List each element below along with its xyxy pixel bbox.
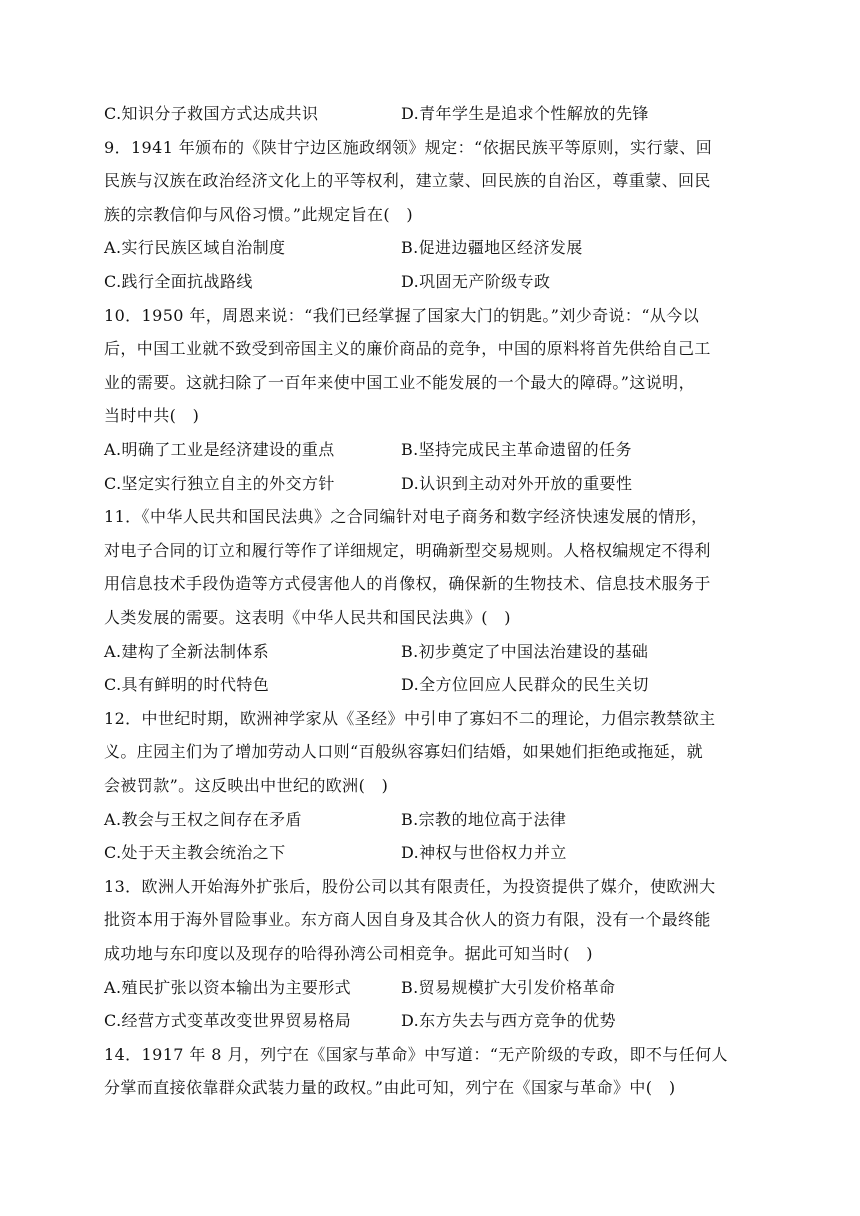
question-text-line: 人类发展的需要。这表明《中华人民共和国民法典》( ): [104, 608, 511, 627]
question-text-line: 12．中世纪时期，欧洲神学家从《圣经》中引申了寡妇不二的理论，力倡宗教禁欲主: [104, 709, 716, 728]
question-text-line: 用信息技术手段伪造等方式侵害他人的肖像权，确保新的生物技术、信息技术服务于: [104, 574, 711, 593]
question-text-line: 11．《中华人民共和国民法典》之合同编针对电子商务和数字经济快速发展的情形，: [104, 507, 708, 526]
option-left: C.知识分子救国方式达成共识: [104, 104, 319, 123]
question-text-line: 民族与汉族在政治经济文化上的平等权利，建立蒙、回民族的自治区，尊重蒙、回民: [104, 171, 711, 190]
option-left: A.教会与王权之间存在矛盾: [104, 810, 302, 829]
option-left: A.实行民族区域自治制度: [104, 238, 286, 257]
option-right: D.认识到主动对外开放的重要性: [401, 474, 633, 493]
option-right: D.神权与世俗权力并立: [401, 843, 567, 862]
option-right: B.宗教的地位高于法律: [401, 810, 567, 829]
option-right: D.东方失去与西方竞争的优势: [401, 1011, 616, 1030]
option-right: B.初步奠定了中国法治建设的基础: [401, 642, 649, 661]
question-text-line: 成功地与东印度以及现存的哈得孙湾公司相竞争。据此可知当时( ): [104, 944, 593, 963]
option-left: C.坚定实行独立自主的外交方针: [104, 474, 335, 493]
option-right: B.贸易规模扩大引发价格革命: [401, 978, 616, 997]
option-left: A.殖民扩张以资本输出为主要形式: [104, 978, 352, 997]
option-left: A.建构了全新法制体系: [104, 642, 270, 661]
question-text-line: 10．1950 年，周恩来说：“我们已经掌握了国家大门的钥匙。”刘少奇说：“从今以: [104, 306, 700, 325]
option-left: C.践行全面抗战路线: [104, 272, 253, 291]
question-text-line: 9．1941 年颁布的《陕甘宁边区施政纲领》规定：“依据民族平等原则，实行蒙、回: [104, 138, 713, 157]
option-right: D.巩固无产阶级专政: [401, 272, 551, 291]
option-left: C.处于天主教会统治之下: [104, 843, 286, 862]
question-text-line: 会被罚款”。这反映出中世纪的欧洲( ): [104, 776, 389, 795]
question-text-line: 当时中共( ): [104, 406, 200, 425]
question-text-line: 对电子合同的订立和履行等作了详细规定，明确新型交易规则。人格权编规定不得利: [104, 541, 711, 560]
question-text-line: 族的宗教信仰与风俗习惯。”此规定旨在( ): [104, 205, 414, 224]
option-right: D.青年学生是追求个性解放的先锋: [401, 104, 649, 123]
option-right: B.促进边疆地区经济发展: [401, 238, 583, 257]
question-text-line: 批资本用于海外冒险事业。东方商人因自身及其合伙人的资力有限，没有一个最终能: [104, 910, 711, 929]
option-left: A.明确了工业是经济建设的重点: [104, 440, 335, 459]
option-left: C.具有鲜明的时代特色: [104, 675, 270, 694]
option-left: C.经营方式变革改变世界贸易格局: [104, 1011, 352, 1030]
question-text-line: 分掌而直接依靠群众武装力量的政权。”由此可知，列宁在《国家与革命》中( ): [104, 1078, 676, 1097]
option-right: D.全方位回应人民群众的民生关切: [401, 675, 649, 694]
option-right: B.坚持完成民主革命遗留的任务: [401, 440, 632, 459]
question-text-line: 后，中国工业就不致受到帝国主义的廉价商品的竞争，中国的原料将首先供给自己工: [104, 339, 711, 358]
question-text-line: 义。庄园主们为了增加劳动人口则“百般纵容寡妇们结婚，如果她们拒绝或拖延，就: [104, 742, 703, 761]
question-text-line: 业的需要。这就扫除了一百年来使中国工业不能发展的一个最大的障碍。”这说明，: [104, 373, 695, 392]
question-text-line: 13．欧洲人开始海外扩张后，股份公司以其有限责任，为投资提供了媒介，使欧洲大: [104, 877, 716, 896]
question-text-line: 14．1917 年 8 月，列宁在《国家与革命》中写道：“无产阶级的专政，即不与任何人: [104, 1045, 728, 1064]
